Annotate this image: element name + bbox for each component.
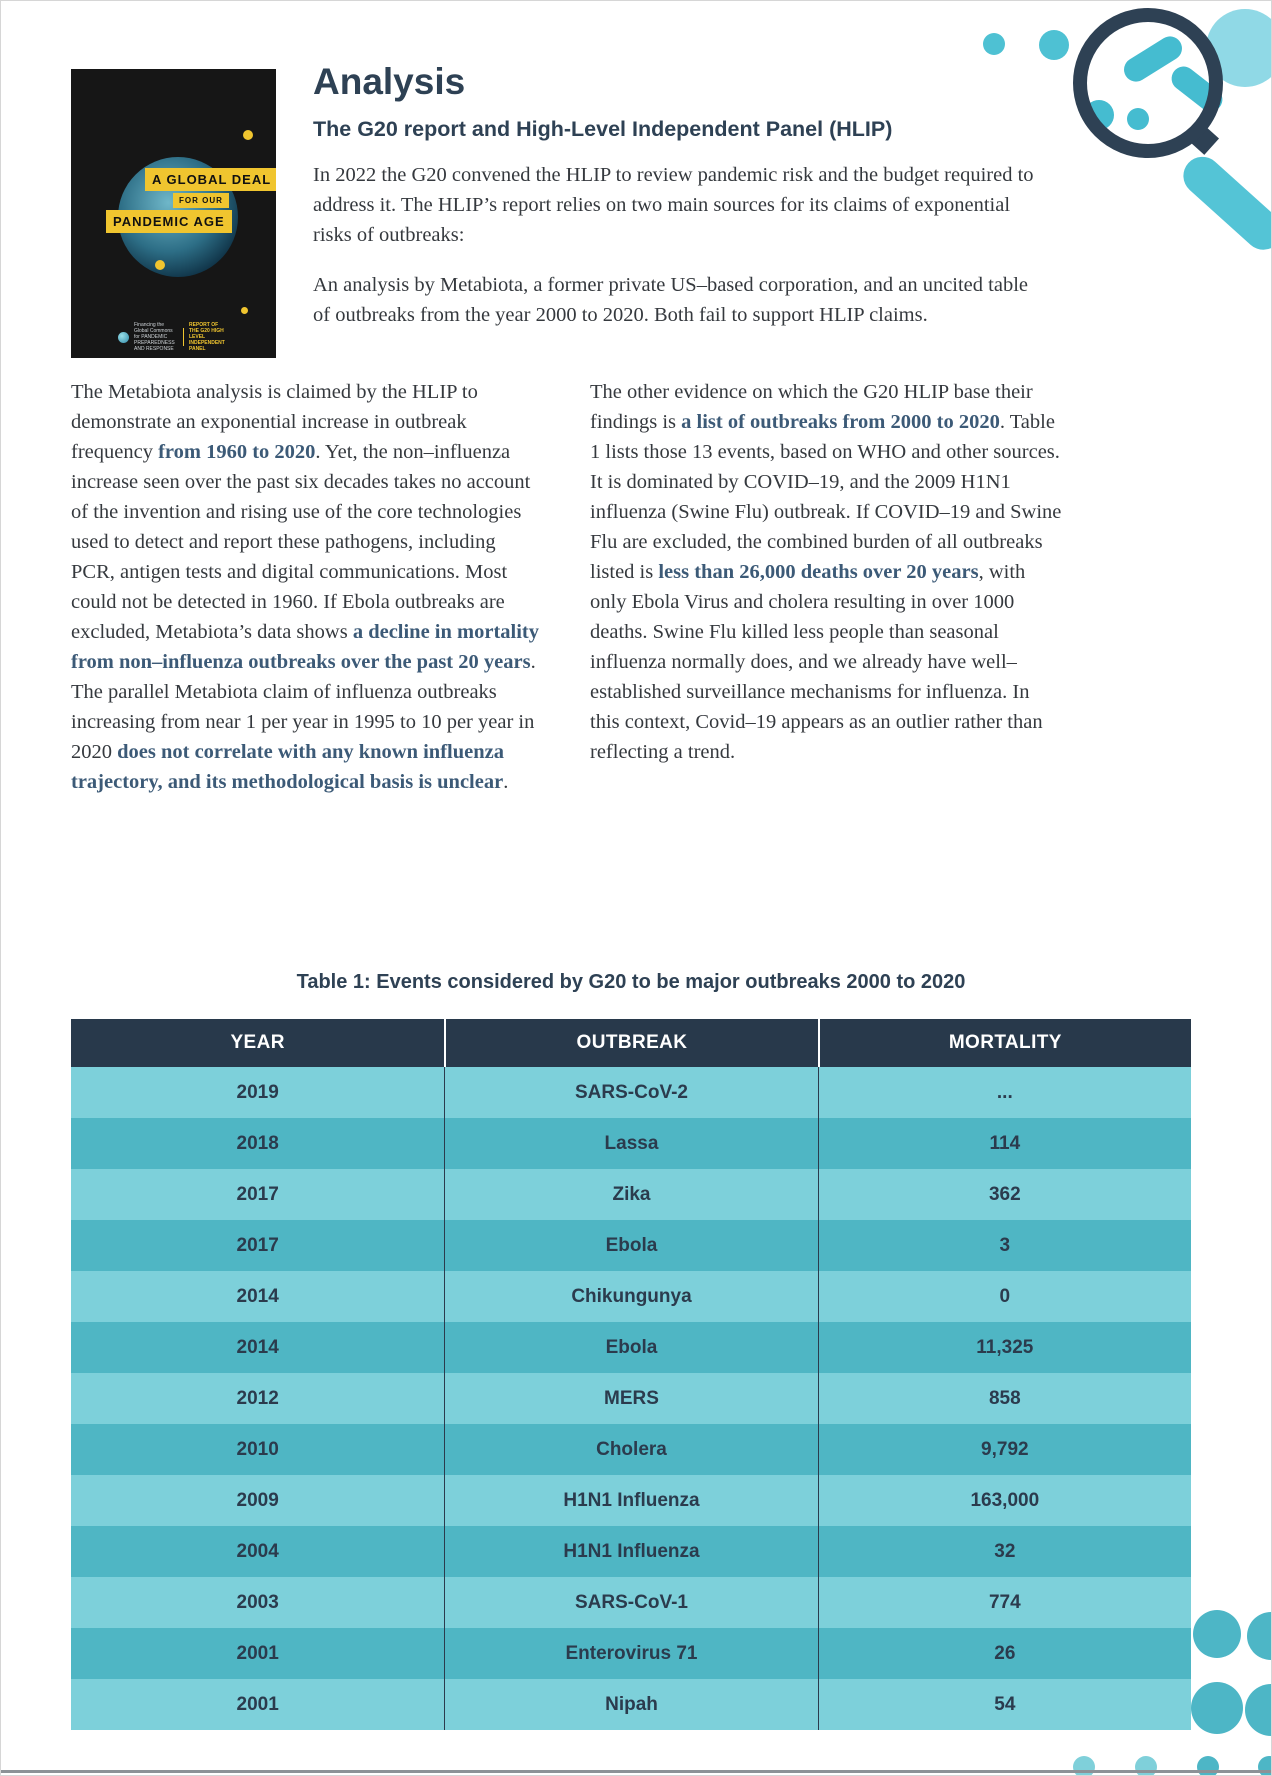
- table-row: [71, 1679, 1191, 1730]
- table-cell: 11,325: [818, 1322, 1191, 1373]
- emphasis-text: from 1960 to 2020: [158, 441, 316, 463]
- magnifier-handle: [1176, 149, 1272, 258]
- cover-dot: [241, 307, 248, 314]
- table-cell: 2017: [236, 1234, 279, 1256]
- table-cell: 858: [818, 1373, 1191, 1424]
- table-row: [71, 1067, 1191, 1118]
- table-cell: Ebola: [444, 1220, 817, 1271]
- table-cell: Lassa: [444, 1118, 817, 1169]
- decorative-dot: [1197, 1756, 1219, 1776]
- table-cell: 2014: [236, 1336, 279, 1358]
- cover-dot: [155, 260, 165, 270]
- table-row: [71, 1577, 1191, 1628]
- table-cell: 9,792: [818, 1424, 1191, 1475]
- decorative-dot: [983, 33, 1005, 55]
- table-row: [71, 1322, 1191, 1373]
- outbreaks-table: [71, 1019, 1191, 1730]
- table-row: [71, 1169, 1191, 1220]
- table-cell: 32: [818, 1526, 1191, 1577]
- table-cell: 163,000: [818, 1475, 1191, 1526]
- decorative-circle: [1245, 1684, 1272, 1736]
- page-subtitle: The G20 report and High-Level Independent Panel (HLIP): [313, 117, 893, 141]
- decorative-circle: [1191, 1682, 1243, 1734]
- body-column-right: [590, 377, 1063, 797]
- page-bottom-rule: [1, 1770, 1271, 1773]
- table-caption: Table 1: Events considered by G20 to be major outbreaks 2000 to 2020: [296, 971, 966, 993]
- table-cell: 2009: [236, 1489, 279, 1511]
- emphasis-text: less than 26,000 deaths over 20 years: [658, 561, 979, 583]
- table-cell: SARS-CoV-2: [444, 1067, 817, 1118]
- cover-footer-left-text: Financing the Global Commons for PANDEMIC PREPAREDNESS AND RESPONSE: [134, 322, 175, 352]
- decorative-dot: [1258, 1756, 1272, 1776]
- table-row: [71, 1628, 1191, 1679]
- table-row: [71, 1220, 1191, 1271]
- table-row: [71, 1475, 1191, 1526]
- table-cell: MERS: [444, 1373, 817, 1424]
- table-cell: 2018: [236, 1132, 279, 1154]
- table-cell: SARS-CoV-1: [444, 1577, 817, 1628]
- table-cell: 2019: [236, 1081, 279, 1103]
- table-cell: H1N1 Influenza: [444, 1526, 817, 1577]
- decorative-circle: [1193, 1610, 1241, 1658]
- cover-banner-1: A GLOBAL DEAL: [145, 168, 276, 191]
- body-text: . The parallel Metabiota claim of influenza outbreaks increasing from near 1 per year in 1995 to 10 per year in 2020: [71, 651, 536, 763]
- table-cell: Zika: [444, 1169, 817, 1220]
- body-text: The Metabiota analysis is claimed by the HLIP to demonstrate an exponential increase in outbreak frequency: [71, 381, 478, 463]
- table-row: [71, 1118, 1191, 1169]
- table-cell: ...: [818, 1067, 1191, 1118]
- table-cell: 2010: [236, 1438, 279, 1460]
- emphasis-text: a list of outbreaks from 2000 to 2020: [681, 411, 1000, 433]
- table-header-row: [71, 1019, 1191, 1067]
- intro-paragraph-2: An analysis by Metabiota, a former private US–based corporation, and an uncited table of outbreaks from the year 2000 to 2020. Both fail to support HLIP claims.: [313, 274, 1028, 326]
- table-cell: 114: [818, 1118, 1191, 1169]
- table-cell: 26: [818, 1628, 1191, 1679]
- page-title: Analysis: [313, 61, 466, 102]
- body-columns: [71, 377, 1063, 797]
- table-cell: 2003: [236, 1591, 279, 1613]
- decorative-dot: [1073, 1756, 1095, 1776]
- table-cell: 2001: [236, 1693, 279, 1715]
- table-cell: Nipah: [444, 1679, 817, 1730]
- table-cell: Enterovirus 71: [444, 1628, 817, 1679]
- body-text: The other evidence on which the G20 HLIP base their findings is: [590, 381, 1033, 433]
- cover-footer-logo: [118, 332, 129, 343]
- body-text: . Yet, the non–influenza increase seen over the past six decades takes no account of the invention and rising use of the core technologies used to detect and report these pathogens, including PCR, antigen tests and digital communications. Most could not be detected in 1960. If Ebola outbreaks are excluded, Metabiota’s data shows: [71, 441, 531, 643]
- table-cell: 54: [818, 1679, 1191, 1730]
- cover-footer-divider: [183, 328, 184, 346]
- decorative-circle: [1247, 1612, 1272, 1660]
- table-cell: 3: [818, 1220, 1191, 1271]
- table-header-cell: MORTALITY: [818, 1019, 1191, 1067]
- intro-paragraph-1: In 2022 the G20 convened the HLIP to review pandemic risk and the budget required to address it. The HLIP’s report relies on two main sources for its claims of exponential risks of outbreaks:: [313, 164, 1034, 246]
- cover-banner-3: PANDEMIC AGE: [106, 210, 232, 233]
- table-cell: 2012: [236, 1387, 279, 1409]
- table-cell: H1N1 Influenza: [444, 1475, 817, 1526]
- body-column-left: [71, 377, 544, 797]
- table-cell: 362: [818, 1169, 1191, 1220]
- table-cell: Chikungunya: [444, 1271, 817, 1322]
- magnifier-lens-icon: [1073, 8, 1223, 158]
- decorative-dot: [1135, 1756, 1157, 1776]
- emphasis-text: a decline in mortality from non–influenza outbreaks over the past 20 years: [71, 621, 539, 673]
- body-text: .: [503, 771, 509, 793]
- table-cell: 2004: [236, 1540, 279, 1562]
- body-text: . Table 1 lists those 13 events, based on WHO and other sources. It is dominated by COVID–19, and the 2009 H1N1 influenza (Swine Flu) outbreak. If COVID–19 and Swine Flu are excluded, the combined burden of all outbreaks listed is: [590, 411, 1062, 583]
- cover-footer-right-text: REPORT OF THE G20 HIGH LEVEL INDEPENDENT PANEL: [189, 322, 225, 352]
- table-row: [71, 1373, 1191, 1424]
- header-block: [313, 61, 1041, 350]
- table-header-cell: YEAR: [230, 1032, 285, 1053]
- table-cell: Ebola: [444, 1322, 817, 1373]
- table-cell: 2017: [236, 1183, 279, 1205]
- table-cell: 0: [818, 1271, 1191, 1322]
- cover-banner-2: FOR OUR: [173, 193, 229, 208]
- decorative-dot: [1039, 30, 1069, 60]
- table-header-cell: OUTBREAK: [444, 1019, 817, 1067]
- table-row: [71, 1271, 1191, 1322]
- report-cover-image: [71, 69, 276, 358]
- table-cell: 774: [818, 1577, 1191, 1628]
- table-row: [71, 1424, 1191, 1475]
- table-cell: 2001: [236, 1642, 279, 1664]
- cover-footer: [71, 322, 276, 352]
- table-cell: 2014: [236, 1285, 279, 1307]
- table-cell: Cholera: [444, 1424, 817, 1475]
- cover-dot: [243, 130, 253, 140]
- emphasis-text: does not correlate with any known influenza trajectory, and its methodological basis is unclear: [71, 741, 504, 793]
- table-row: [71, 1526, 1191, 1577]
- body-text: , with only Ebola Virus and cholera resulting in over 1000 deaths. Swine Flu killed less people than seasonal influenza normally does, and we already have well–established surveillance mechanisms for influenza. In this context, Covid–19 appears as an outlier rather than reflecting a trend.: [590, 561, 1043, 763]
